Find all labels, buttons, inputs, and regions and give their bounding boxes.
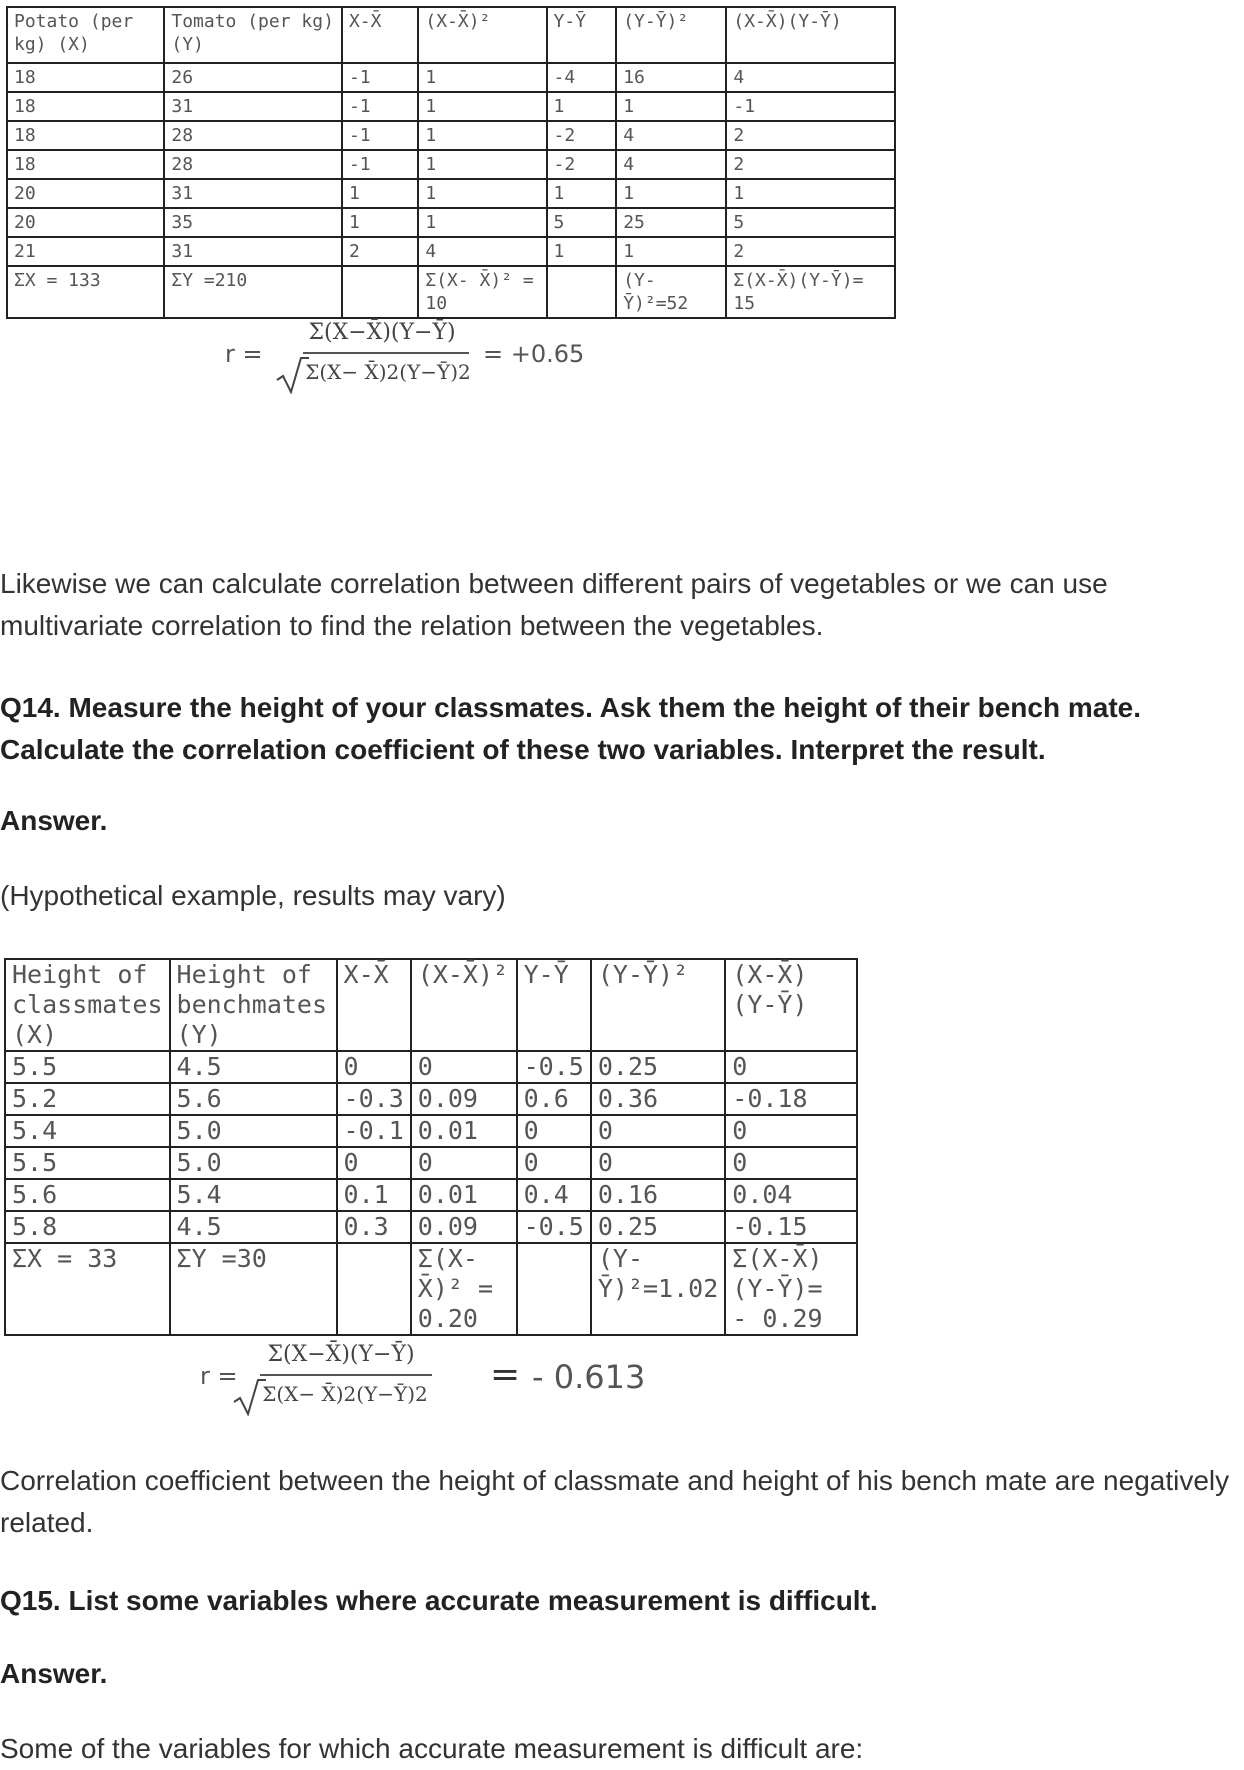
- table-cell: Tomato (per kg) (Y): [164, 7, 342, 63]
- table-cell: 18: [7, 150, 164, 179]
- table-cell: 20: [7, 179, 164, 208]
- table-cell: -1: [726, 92, 895, 121]
- table-cell: Height of benchmates (Y): [170, 959, 337, 1051]
- table-cell: 1: [418, 208, 546, 237]
- table-cell: 4: [418, 237, 546, 266]
- table-cell: 0.25: [591, 1051, 725, 1083]
- formula-denominator: Σ(X− X̄)2(Y−Ȳ)2: [305, 360, 471, 384]
- table-cell: -0.18: [725, 1083, 857, 1115]
- table-cell: 21: [7, 237, 164, 266]
- table-cell: 0: [591, 1115, 725, 1147]
- table-cell: 1: [342, 208, 418, 237]
- table-cell: 4: [726, 63, 895, 92]
- paragraph-conclusion: Correlation coefficient between the height of classmate and height of his bench mate are negatively related.: [0, 1465, 1230, 1538]
- table-cell: 18: [7, 92, 164, 121]
- table-cell: 0.4: [517, 1179, 591, 1211]
- table-cell: 0.09: [411, 1083, 517, 1115]
- table-cell: -0.15: [725, 1211, 857, 1243]
- table-cell: (Y-Ȳ)²: [591, 959, 725, 1051]
- formula-lhs: r =: [200, 1362, 238, 1390]
- table-cell: 0.3: [337, 1211, 411, 1243]
- table-cell: -1: [342, 63, 418, 92]
- table-cell: 5: [547, 208, 617, 237]
- table-cell: 5.0: [170, 1115, 337, 1147]
- table-cell: 1: [726, 179, 895, 208]
- table-cell: 28: [164, 150, 342, 179]
- table-row: [7, 208, 895, 237]
- table-cell: 1: [547, 179, 617, 208]
- table-cell: 25: [616, 208, 726, 237]
- table-cell: 20: [7, 208, 164, 237]
- table-cell: 5.4: [170, 1179, 337, 1211]
- table-cell: (X-X̄)²: [418, 7, 546, 63]
- table-cell: -2: [547, 121, 617, 150]
- table-cell: -2: [547, 150, 617, 179]
- table-cell: [337, 1243, 411, 1335]
- table-cell: Σ(X- X̄)² = 10: [418, 266, 546, 318]
- fraction-bar: [260, 1374, 432, 1376]
- formula-numerator: Σ(X−X̄)(Y−Ȳ): [308, 320, 456, 345]
- question-15: Q15. List some variables where accurate measurement is difficult.: [0, 1585, 878, 1616]
- table-row: [7, 121, 895, 150]
- answer-label-15: Answer.: [0, 1658, 108, 1689]
- table-cell: ΣX = 33: [5, 1243, 170, 1335]
- table-cell: X-X̄: [342, 7, 418, 63]
- table-cell: 0.09: [411, 1211, 517, 1243]
- table-row: [7, 63, 895, 92]
- formula-denominator: Σ(X− X̄)2(Y−Ȳ)2: [262, 1382, 428, 1406]
- table-cell: 0.04: [725, 1179, 857, 1211]
- table-cell: -0.1: [337, 1115, 411, 1147]
- table-cell: 0.6: [517, 1083, 591, 1115]
- table-cell: 31: [164, 237, 342, 266]
- table-cell: Σ(X- X̄)² = 0.20: [411, 1243, 517, 1335]
- table-cell: (Y-Ȳ)²: [616, 7, 726, 63]
- table-cell: 1: [342, 179, 418, 208]
- table-cell: 0: [411, 1051, 517, 1083]
- formula-result: - 0.613: [532, 1358, 646, 1396]
- table-cell: 5.5: [5, 1147, 170, 1179]
- table-cell: 0: [517, 1147, 591, 1179]
- table-cell: 1: [418, 121, 546, 150]
- fraction-bar: [303, 352, 469, 354]
- table-cell: 0: [337, 1147, 411, 1179]
- table-cell: 2: [726, 150, 895, 179]
- table-cell: -0.3: [337, 1083, 411, 1115]
- table-cell: 5.6: [170, 1083, 337, 1115]
- table-cell: Σ(X-X̄)(Y-Ȳ)= - 0.29: [725, 1243, 857, 1335]
- table-cell: (Y-Ȳ)²=1.02: [591, 1243, 725, 1335]
- table-cell: 0: [725, 1147, 857, 1179]
- table-cell: 4: [616, 150, 726, 179]
- table-totals-row: [5, 1243, 857, 1335]
- table-cell: [517, 1243, 591, 1335]
- table-row: [5, 1115, 857, 1147]
- table-cell: -0.5: [517, 1211, 591, 1243]
- table-cell: 2: [726, 237, 895, 266]
- table-cell: 1: [418, 92, 546, 121]
- table-cell: 4.5: [170, 1051, 337, 1083]
- table-row: [7, 92, 895, 121]
- table-row: [5, 1051, 857, 1083]
- table-row: [5, 1147, 857, 1179]
- table-cell: 2: [342, 237, 418, 266]
- formula-equals: =: [490, 1354, 521, 1395]
- hypothetical-note: (Hypothetical example, results may vary): [0, 880, 506, 911]
- table-cell: 0: [591, 1147, 725, 1179]
- table-cell: 0: [725, 1115, 857, 1147]
- table-cell: 16: [616, 63, 726, 92]
- table-cell: 18: [7, 63, 164, 92]
- table-cell: -4: [547, 63, 617, 92]
- correlation-formula-2: [200, 1340, 670, 1420]
- table-cell: -1: [342, 150, 418, 179]
- table-cell: X-X̄: [337, 959, 411, 1051]
- table-cell: Σ(X-X̄)(Y-Ȳ)= 15: [726, 266, 895, 318]
- table-totals-row: [7, 266, 895, 318]
- table-cell: 0: [517, 1115, 591, 1147]
- table-cell: Y-Ȳ: [517, 959, 591, 1051]
- table-cell: 18: [7, 121, 164, 150]
- formula-result: = +0.65: [483, 340, 585, 368]
- height-table: [4, 958, 858, 1336]
- table-cell: 1: [547, 92, 617, 121]
- table-row: [7, 150, 895, 179]
- table-cell: 2: [726, 121, 895, 150]
- formula-lhs: r =: [225, 340, 263, 368]
- table-cell: 0.1: [337, 1179, 411, 1211]
- table-cell: 0.01: [411, 1115, 517, 1147]
- table-cell: Potato (per kg) (X): [7, 7, 164, 63]
- table-cell: 1: [616, 92, 726, 121]
- table-cell: 0: [725, 1051, 857, 1083]
- paragraph-variables: Some of the variables for which accurate measurement is difficult are:: [0, 1733, 864, 1764]
- table-row: [5, 1179, 857, 1211]
- table-cell: 5.2: [5, 1083, 170, 1115]
- table-cell: 0.25: [591, 1211, 725, 1243]
- table-cell: ΣX = 133: [7, 266, 164, 318]
- table-cell: 4: [616, 121, 726, 150]
- potato-tomato-table: [6, 6, 896, 319]
- table-cell: 5: [726, 208, 895, 237]
- answer-label-14: Answer.: [0, 805, 108, 836]
- table-cell: -1: [342, 92, 418, 121]
- table-cell: 1: [418, 179, 546, 208]
- table-cell: Y-Ȳ: [547, 7, 617, 63]
- table-row: [5, 1083, 857, 1115]
- table-cell: 4.5: [170, 1211, 337, 1243]
- table-cell: 0: [411, 1147, 517, 1179]
- question-14: Q14. Measure the height of your classmates. Ask them the height of their bench mate. Calculate the correlation coefficient of these two variables. Interpret the result.: [0, 692, 1142, 765]
- table-cell: 1: [418, 63, 546, 92]
- table-cell: ΣY =30: [170, 1243, 337, 1335]
- table-cell: (X-X̄)²: [411, 959, 517, 1051]
- table-cell: [547, 266, 617, 318]
- table-cell: 0.16: [591, 1179, 725, 1211]
- table-cell: 5.4: [5, 1115, 170, 1147]
- table-cell: (Y-Ȳ)²=52: [616, 266, 726, 318]
- table-cell: (X-X̄)(Y-Ȳ): [725, 959, 857, 1051]
- table-cell: 5.5: [5, 1051, 170, 1083]
- formula-numerator: Σ(X−X̄)(Y−Ȳ): [267, 1342, 415, 1367]
- table-header-row: [5, 959, 857, 1051]
- table-cell: 0.36: [591, 1083, 725, 1115]
- table-cell: ΣY =210: [164, 266, 342, 318]
- table-cell: 1: [616, 179, 726, 208]
- table-cell: 5.0: [170, 1147, 337, 1179]
- table-cell: 0.01: [411, 1179, 517, 1211]
- table-cell: 1: [616, 237, 726, 266]
- table-cell: Height of classmates (X): [5, 959, 170, 1051]
- table-cell: 26: [164, 63, 342, 92]
- table-cell: 0: [337, 1051, 411, 1083]
- table-header-row: [7, 7, 895, 63]
- paragraph-likewise: Likewise we can calculate correlation between different pairs of vegetables or we can use multivariate correlation to find the relation between the vegetables.: [0, 568, 1108, 641]
- table-cell: 31: [164, 92, 342, 121]
- table-cell: -1: [342, 121, 418, 150]
- table-row: [7, 237, 895, 266]
- table-cell: (X-X̄)(Y-Ȳ): [726, 7, 895, 63]
- table-cell: -0.5: [517, 1051, 591, 1083]
- table-row: [7, 179, 895, 208]
- table-cell: 31: [164, 179, 342, 208]
- table-row: [5, 1211, 857, 1243]
- correlation-formula-1: [225, 318, 625, 398]
- table-cell: 5.8: [5, 1211, 170, 1243]
- table-cell: 35: [164, 208, 342, 237]
- table-cell: 1: [418, 150, 546, 179]
- table-cell: 1: [547, 237, 617, 266]
- table-cell: 5.6: [5, 1179, 170, 1211]
- table-cell: [342, 266, 418, 318]
- table-cell: 28: [164, 121, 342, 150]
